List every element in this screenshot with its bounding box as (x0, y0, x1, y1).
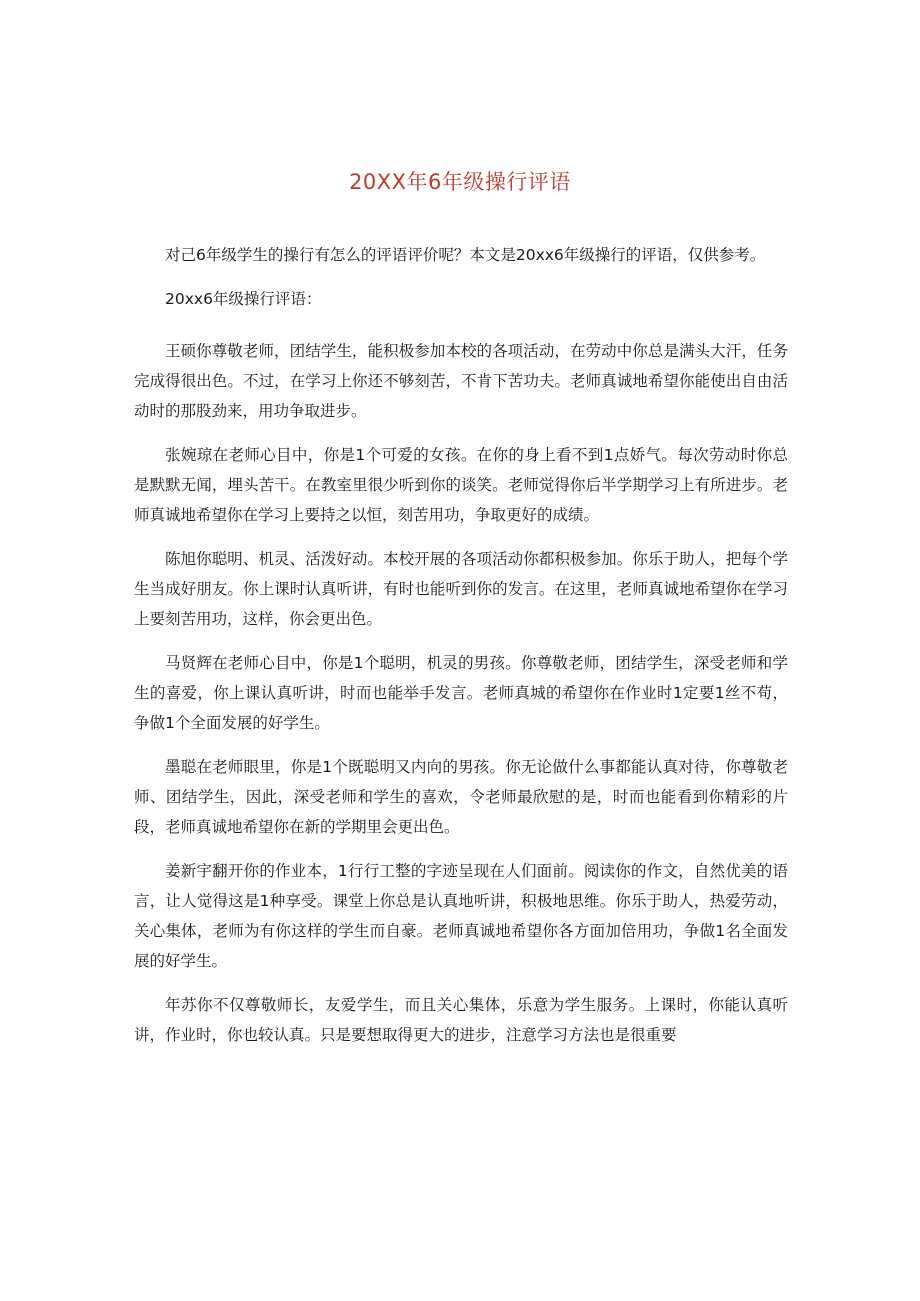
comment-paragraph: 张婉琼在老师心目中，你是1个可爱的女孩。在你的身上看不到1点娇气。每次劳动时你总是默默无闻，埋头苦干。在教室里很少听到你的谈笑。老师觉得你后半学期学习上有所进步。老师真诚地希望你在学习上要持之以恒，刻苦用功，争取更好的成绩。 (134, 446, 788, 524)
comment-paragraph: 年苏你不仅尊敬师长，友爱学生，而且关心集体，乐意为学生服务。上课时，你能认真听讲，作业时，你也较认真。只是要想取得更大的进步，注意学习方法也是很重要 (134, 996, 788, 1044)
section-heading: 20xx6年级操行评语： (165, 290, 322, 308)
comment-paragraph: 陈旭你聪明、机灵、活泼好动。本校开展的各项活动你都积极参加。你乐于助人，把每个学生当成好朋友。你上课时认真听讲，有时也能听到你的发言。在这里，老师真诚地希望你在学习上要刻苦用功，这样，你会更出色。 (134, 550, 788, 628)
comment-paragraph: 墨聪在老师眼里，你是1个既聪明又内向的男孩。你无论做什么事都能认真对待，你尊敬老师、团结学生，因此，深受老师和学生的喜欢，令老师最欣慰的是，时而也能看到你精彩的片段，老师真诚地希望你在新的学期里会更出色。 (134, 758, 788, 836)
intro-paragraph: 对己6年级学生的操行有怎么的评语评价呢？本文是20xx6年级操行的评语，仅供参考。 (165, 246, 766, 264)
document-body (134, 240, 788, 1064)
comment-paragraph: 王硕你尊敬老师，团结学生，能积极参加本校的各项活动，在劳动中你总是满头大汗，任务完成得很出色。不过，在学习上你还不够刻苦，不肯下苦功夫。老师真诚地希望你能使出自由活动时的那股劲来，用功争取进步。 (134, 342, 788, 420)
comment-paragraph: 马贤辉在老师心目中，你是1个聪明，机灵的男孩。你尊敬老师，团结学生，深受老师和学生的喜爱，你上课认真听讲，时而也能举手发言。老师真城的希望你在作业时1定要1丝不苟，争做1个全面发展的好学生。 (134, 654, 788, 732)
document-title: 20XX年6年级操行评语 (349, 170, 571, 194)
comment-paragraph: 姜新宇翻开你的作业本，1行行工整的字迹呈现在人们面前。阅读你的作文，自然优美的语言，让人觉得这是1种享受。课堂上你总是认真地听讲，积极地思维。你乐于助人，热爱劳动，关心集体，老师为有你这样的学生而自豪。老师真诚地希望你各方面加倍用功，争做1名全面发展的好学生。 (134, 862, 788, 970)
